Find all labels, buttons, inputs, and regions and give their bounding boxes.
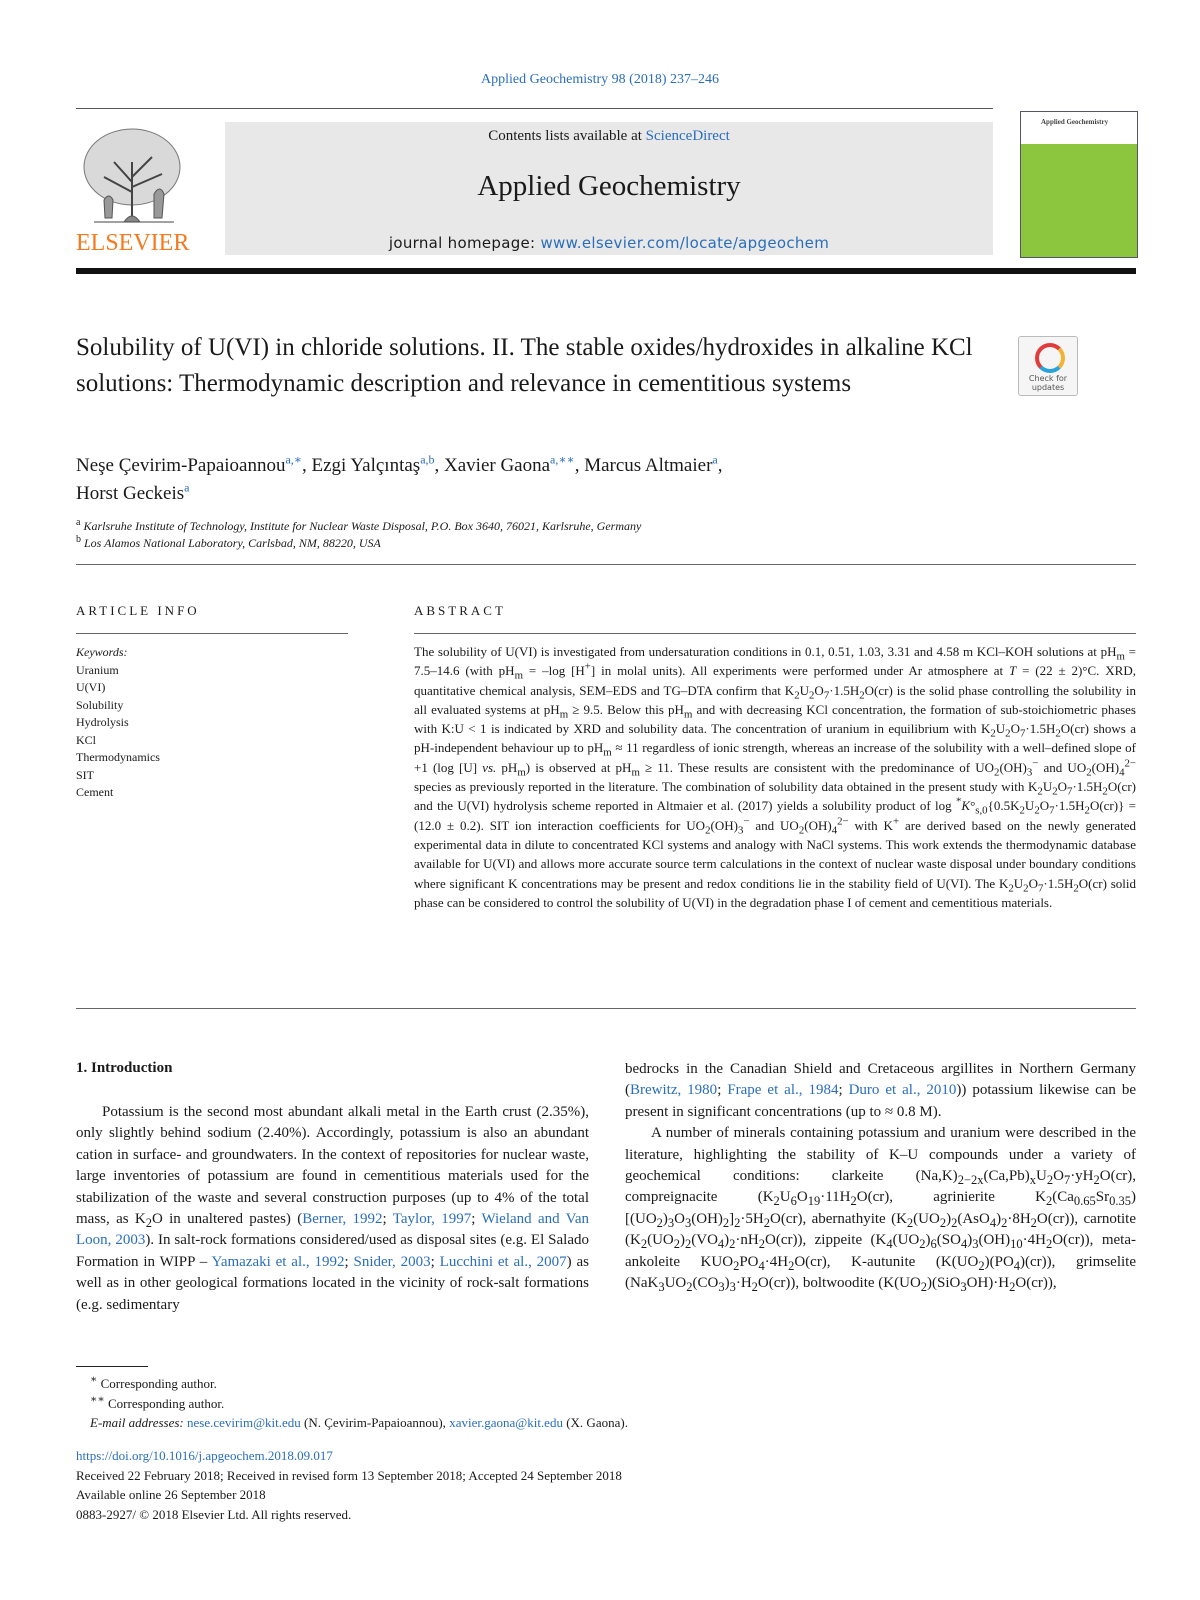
publisher-wordmark: ELSEVIER xyxy=(76,230,190,256)
keyword-item: Uranium xyxy=(76,662,119,677)
citation-link[interactable]: Berner, 1992 xyxy=(302,1211,383,1228)
footnote-text: Corresponding author. xyxy=(107,1395,225,1411)
keyword-item: U(VI) xyxy=(76,680,106,694)
article-info-heading: ARTICLE INFO xyxy=(76,603,200,618)
copyright: 0883-2927/ © 2018 Elsevier Ltd. All rights reserved. xyxy=(76,1506,352,1522)
homepage-link[interactable]: www.elsevier.com/locate/apgeochem xyxy=(540,234,830,252)
author-name: Ezgi Yalçıntaş xyxy=(311,455,421,476)
affiliation-rule xyxy=(76,564,1136,565)
journal-reference-link[interactable]: Applied Geochemistry 98 (2018) 237–246 xyxy=(481,72,719,87)
section-heading-introduction: 1. Introduction xyxy=(76,1060,173,1076)
abstract-rule xyxy=(414,633,1136,634)
citation-link[interactable]: Wieland and Van Loon, 2003 xyxy=(76,1211,590,1249)
abstract-text: The solubility of U(VI) is investigated from undersaturation conditions in 0.1, 0.51, 1.03, 3.31 and 4.58 m KCl–KOH solutions at $pH_m = 7.5-14.6$ (with $pH_m = -\log$ [H+] in molal units). All experiments were performed under Ar atmosphere at T = (22 ± 2)°C. XRD, quantitative chemical analysis, SEM–EDS and TG–DTA confirm that $K_2U_2O_7\cdot 1.5H_2O(cr)$ is the solid phase controlling the solubility in all evaluated systems at $pH_m \ge 9.5$. Below this $pH_m$ and with decreasing KCl concentration, the formation of sub-stoichiometric phases with K:U < 1 is indicated by XRD and solubility data. The concentration of uranium in equilibrium with $K_2U_2O_7\cdot 1.5H_2O(cr)$ shows a pH-independent behaviour up to $pH_m \approx 11$ regardless of ionic strength, whereas an increase of the solubility with a well–defined slope of +1 (log [U] vs. $pH_m$) is observed at $pH_m \ge 11$. These results are consistent with the predominance of $UO_2(OH)_3^-$ and $UO_2(OH)_4^{2-}$ species as previously reported in the literature. The combination of solubility data obtained in the present study with $K_2U_2O_7\cdot 1.5H_2O(cr)$ and the U(VI) hydrolysis scheme reported in Altmaier et al. (2017) yields a solubility product of $\log ^*K^\circ_{s,0}\{0.5K_2U_2O_7\cdot 1.5H_2O(cr)\} = (12.0 \pm 0.2)$. SIT ion interaction coefficients for $UO_2(OH)_3^-$ and $UO_2(OH)_4^{2-}$ with K+ are derived based on the newly generated experimental data in dilute to concentrated KCl systems and analogy with NaCl systems. This work extends the thermodynamic database available for U(VI) and allows more accurate source term calculations in the context of nuclear waste disposal under boundary conditions where significant K concentrations may be present and redox conditions lie in the stability field of U(VI). The $K_2U_2O_7\cdot 1.5H_2O(cr)$ solid phase can be considered to control the solubility of U(VI) in the degradation phase I of cement and cementitious materials. xyxy=(414,644,1137,910)
abstract-heading: ABSTRACT xyxy=(414,603,506,618)
cover-top-band xyxy=(1021,112,1137,144)
citation-link[interactable]: Taylor, 1997 xyxy=(392,1211,472,1228)
body-column-left xyxy=(76,1102,589,1316)
contents-prefix: Contents lists available at xyxy=(488,128,646,144)
received-dates: Received 22 February 2018; Received in revised form 13 September 2018; Accepted 24 September 2018 xyxy=(76,1467,622,1483)
keyword-item: Cement xyxy=(76,785,114,799)
author-affiliation-mark[interactable]: a,b xyxy=(420,452,435,467)
author-name: Neşe Çevirim-Papaioannou xyxy=(76,455,286,476)
affiliation-item xyxy=(76,535,1126,552)
body-paragraph: A number of minerals containing potassium and uranium were described in the literature, highlighting the stability of K–U compounds under a variety of geochemical conditions: clarkeite $(Na,K)_{2-2x}(Ca,Pb)_xU_2O_7\cdot yH_2O(cr)$, compreignacite ($K_2U_6O_{19}\cdot 11H_2O(cr)$, agrinierite $K_2(Ca_{0.65}Sr_{0.35})[(UO_2)_3O_3(OH)_2]_2\cdot 5H_2O(cr)$, abernathyite $(K_2(UO_2)_2(AsO_4)_2\cdot 8H_2O(cr))$, carnotite $(K_2(UO_2)_2(VO_4)_2\cdot nH_2O(cr))$, zippeite $(K_4(UO_2)_6(SO_4)_3(OH)_{10}\cdot 4H_2O(cr))$, meta-ankoleite $KUO_2PO_4\cdot 4H_2O(cr)$, K-autunite $(K(UO_2)(PO_4)(cr))$, grimselite $(NaK_3UO_2(CO_3)_3\cdot H_2O(cr))$, boltwoodite $(K(UO_2)(SiO_3OH)\cdot H_2O(cr))$, xyxy=(625,1125,1136,1295)
footnote-item: ∗∗ Corresponding author. xyxy=(90,1393,225,1411)
keywords-list xyxy=(76,644,160,802)
author-list xyxy=(76,452,1126,508)
footnote-text: Corresponding author. xyxy=(100,1376,217,1391)
email-line xyxy=(90,1413,628,1433)
keyword-item: Hydrolysis xyxy=(76,715,129,729)
keywords-label: Keywords: xyxy=(76,645,128,659)
author-separator: , xyxy=(574,455,585,476)
article-title: Solubility of U(VI) in chloride solutions. II. The stable oxides/hydroxides in alkaline KCl solutions: Thermodynamic description and relevance in cementitious systems xyxy=(76,334,973,397)
keyword-item: Thermodynamics xyxy=(76,750,160,764)
author-separator: , xyxy=(434,455,445,476)
email-link[interactable]: xavier.gaona@kit.edu xyxy=(449,1415,563,1430)
citation-link[interactable]: Frape et al., 1984 xyxy=(727,1082,839,1099)
cover-title: Applied Geochemistry xyxy=(1041,118,1109,126)
author-name: Horst Geckeis xyxy=(76,483,185,504)
email-owner: (X. Gaona). xyxy=(566,1415,628,1430)
body-paragraph: Potassium is the second most abundant alkali metal in the Earth crust (2.35%), only slightly behind sodium (2.40%). Accordingly, potassium is also an abundant cation in surface- and groundwaters. In the context of repositories for nuclear waste, large inventories of potassium are found in cementitious materials used for the stabilization of the waste and several construction purposes (up to 4% of the total mass, as $K_2O$ in unaltered pastes) (Berner, 1992; Taylor, 1997; Wieland and Van Loon, 2003). In salt-rock formations considered/used as disposal sites (e.g. El Salado Formation in WIPP – Yamazaki et al., 1992; Snider, 2003; Lucchini et al., 2007) as well as in other geological formations located in the vicinity of rock-salt formations (e.g. sedimentary xyxy=(76,1104,590,1313)
footnote-rule xyxy=(76,1366,148,1367)
author-separator: , xyxy=(301,455,312,476)
contents-line xyxy=(225,128,993,145)
author-affiliation-mark[interactable]: a xyxy=(184,480,190,495)
sciencedirect-link[interactable]: ScienceDirect xyxy=(645,128,730,144)
email-label: E-mail addresses: xyxy=(90,1415,184,1430)
keyword-item: SIT xyxy=(76,767,94,782)
affiliation-mark: a xyxy=(76,517,81,528)
affiliation-item xyxy=(76,518,1126,535)
author-affiliation-mark[interactable]: a,∗∗ xyxy=(550,452,575,467)
author-name: Marcus Altmaier xyxy=(584,455,713,476)
keyword-item: Solubility xyxy=(76,697,124,712)
homepage-prefix: journal homepage: xyxy=(388,234,541,252)
email-link[interactable]: nese.cevirim@kit.edu xyxy=(187,1415,301,1430)
check-for-updates-button[interactable] xyxy=(1018,336,1078,396)
keyword-item: KCl xyxy=(76,732,97,747)
citation-link[interactable]: Brewitz, 1980 xyxy=(630,1082,718,1099)
header-bottom-rule xyxy=(76,268,1136,274)
homepage-line xyxy=(225,234,993,252)
header-top-rule xyxy=(76,108,993,109)
affiliations xyxy=(76,518,1126,552)
available-online: Available online 26 September 2018 xyxy=(76,1487,266,1502)
body-column-right xyxy=(625,1059,1136,1294)
author-name: Xavier Gaona xyxy=(444,455,551,476)
affiliation-text: Los Alamos National Laboratory, Carlsbad, NM, 88220, USA xyxy=(84,536,381,550)
affiliation-mark: b xyxy=(76,534,81,545)
publication-info xyxy=(76,1446,622,1524)
check-updates-icon xyxy=(1035,343,1065,373)
body-paragraph: bedrocks in the Canadian Shield and Cretaceous argillites in Northern Germany (Brewitz, 1980; Frape et al., 1984; Duro et al., 2010)) potassium likewise can be present in significant concentrations (up to ≈ 0.8 M). xyxy=(625,1061,1137,1120)
citation-link[interactable]: Yamazaki et al., 1992 xyxy=(211,1253,345,1270)
footnote-item: ∗ Corresponding author. xyxy=(90,1373,217,1391)
journal-header xyxy=(225,122,993,255)
author-affiliation-mark[interactable]: a xyxy=(712,452,718,467)
journal-name: Applied Geochemistry xyxy=(477,170,741,202)
elsevier-logo xyxy=(74,122,196,257)
article-info-rule xyxy=(76,633,348,634)
author-separator: , xyxy=(717,455,723,476)
email-owner: (N. Çevirim-Papaioannou), xyxy=(304,1415,446,1430)
author-affiliation-mark[interactable]: a,∗ xyxy=(285,452,302,467)
footnotes xyxy=(90,1374,628,1433)
doi-link[interactable]: https://doi.org/10.1016/j.apgeochem.2018.09.017 xyxy=(76,1448,333,1463)
check-updates-label: Check for updates xyxy=(1028,374,1068,392)
affiliation-text: Karlsruhe Institute of Technology, Institute for Nuclear Waste Disposal, P.O. Box 3640, 76021, Karlsruhe, Germany xyxy=(83,519,642,533)
journal-cover-thumbnail[interactable] xyxy=(1020,111,1138,258)
elsevier-tree-icon xyxy=(74,122,196,257)
citation-link[interactable]: Lucchini et al., 2007 xyxy=(439,1253,567,1270)
citation-link[interactable]: Snider, 2003 xyxy=(353,1253,431,1270)
abstract-bottom-rule xyxy=(76,1008,1136,1009)
citation-link[interactable]: Duro et al., 2010 xyxy=(848,1082,957,1099)
